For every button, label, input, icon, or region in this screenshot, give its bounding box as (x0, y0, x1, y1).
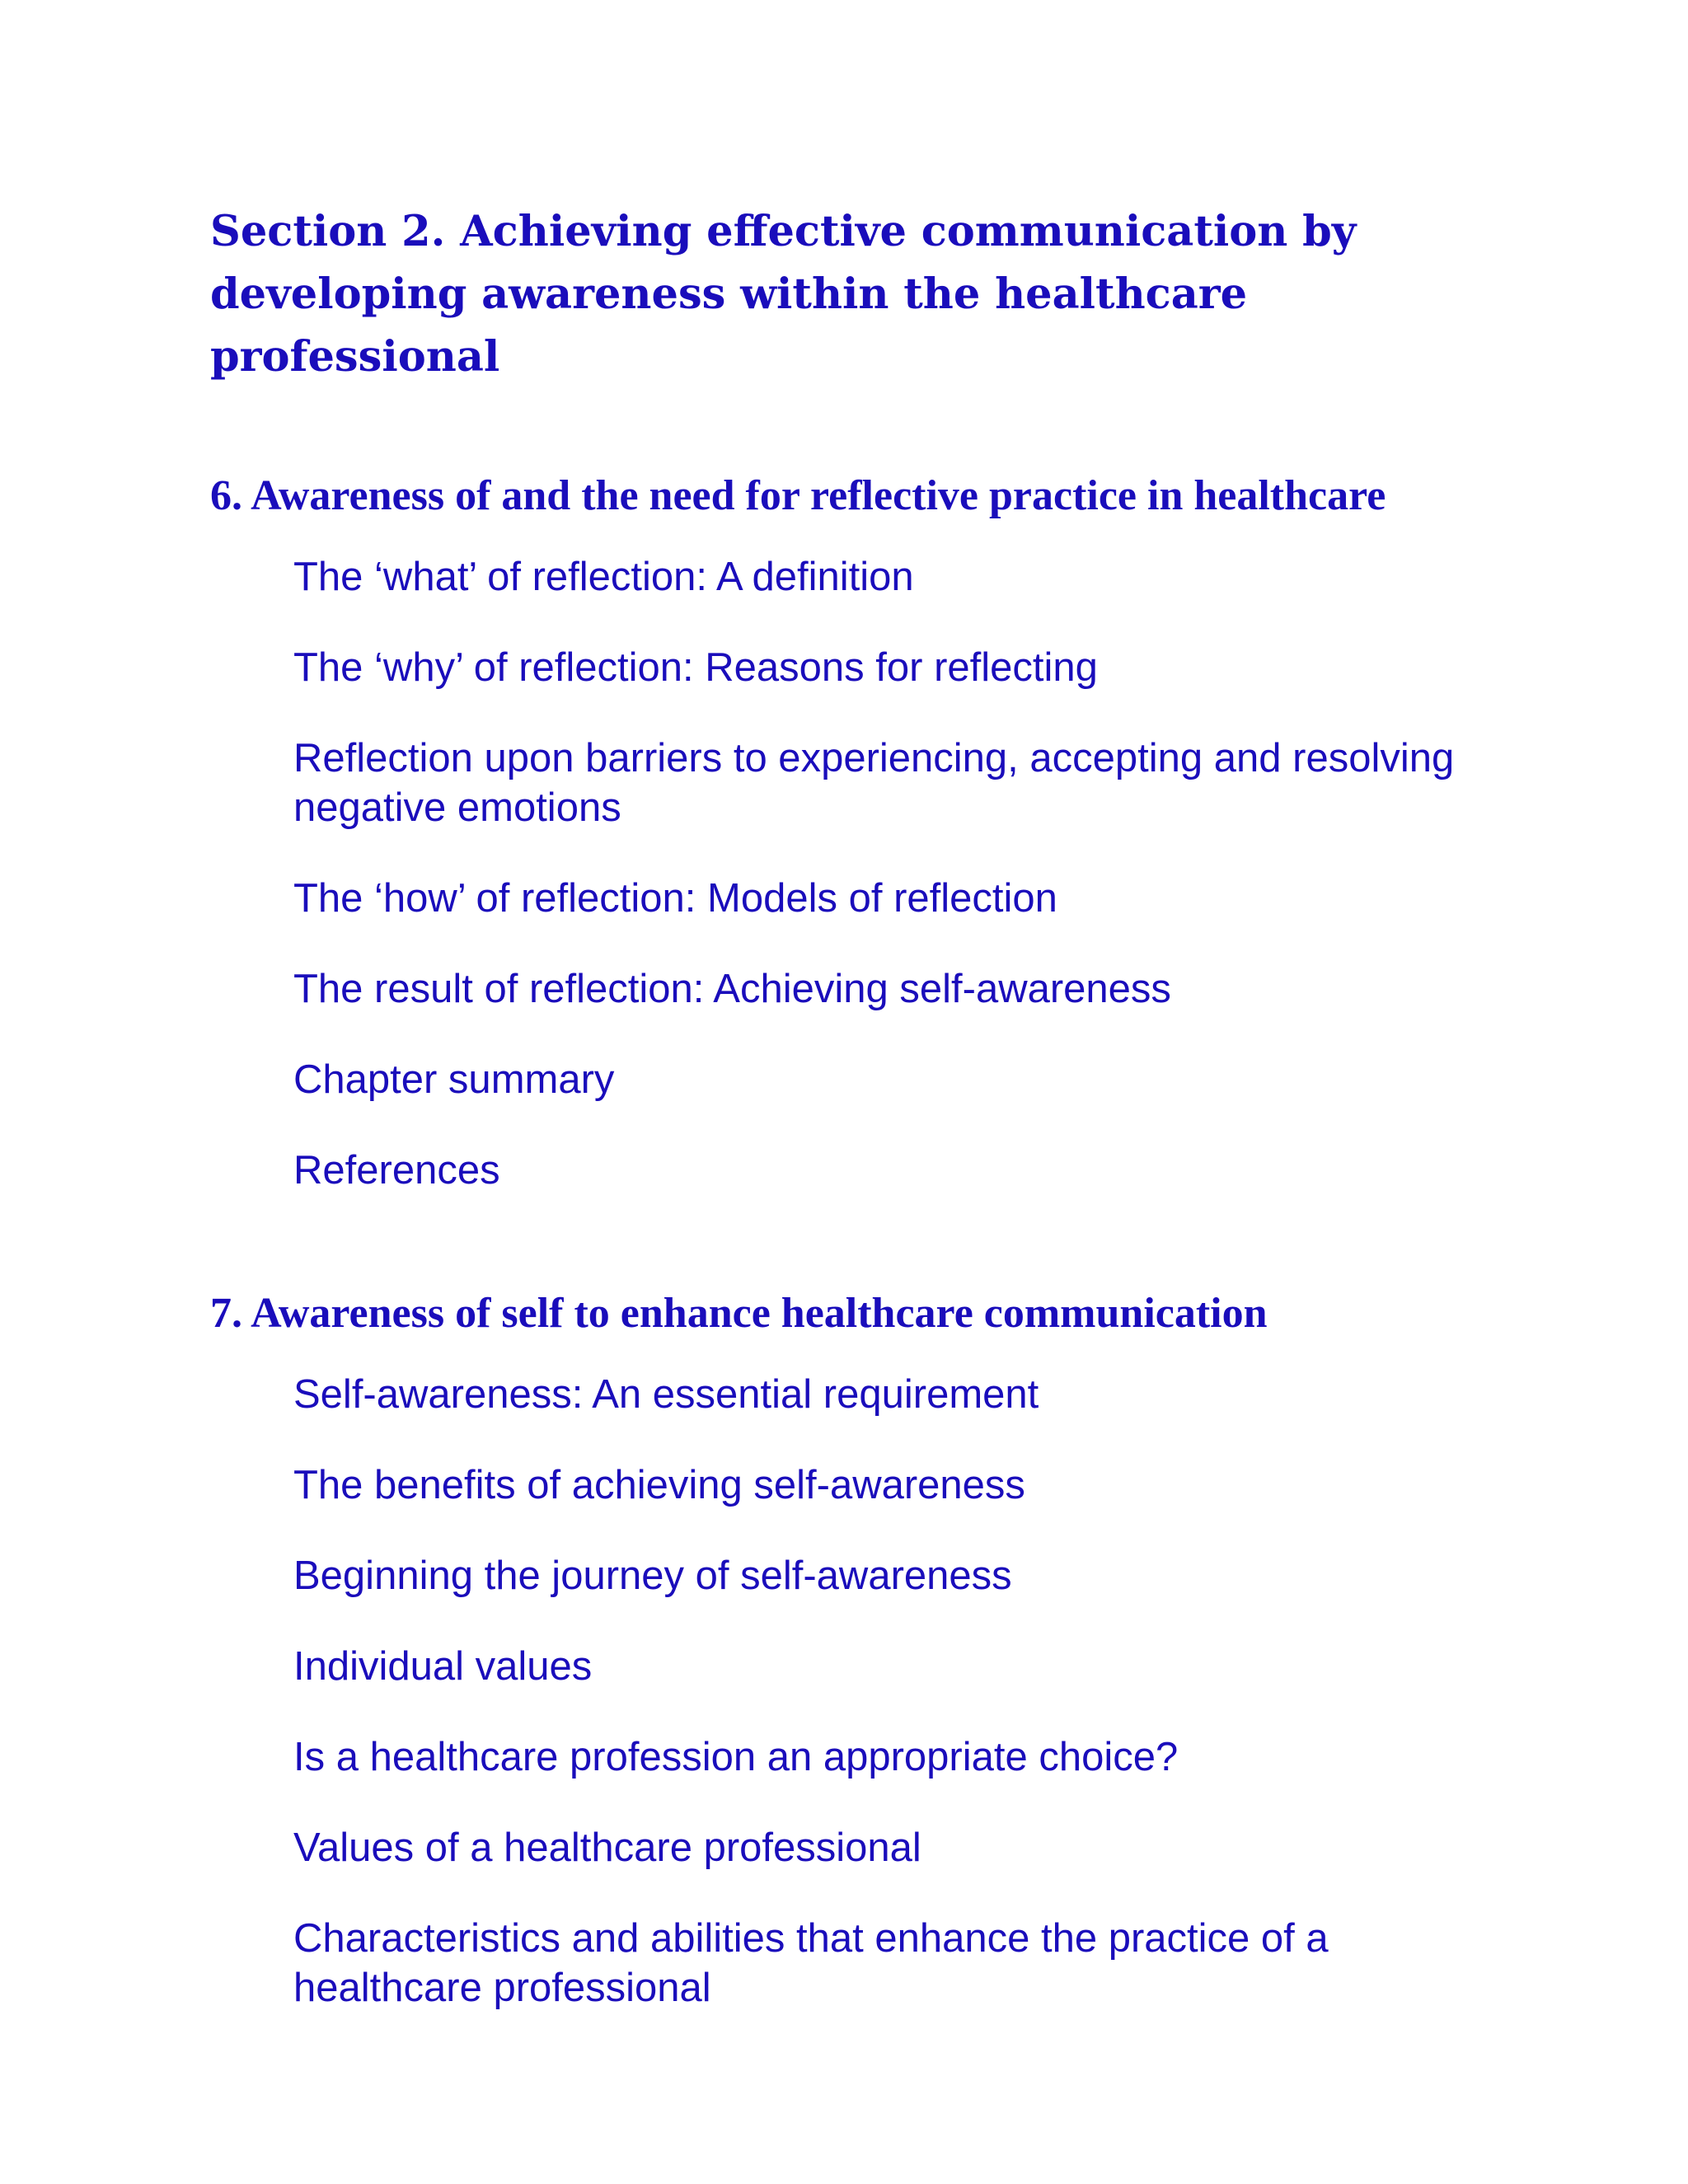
toc-entry-chapter-summary[interactable]: Chapter summary (293, 1057, 615, 1102)
toc-entry-models[interactable]: The ‘how’ of reflection: Models of reflection (293, 876, 1057, 921)
toc-entry-journey[interactable]: Beginning the journey of self-awareness (293, 1554, 1012, 1598)
toc-entry-references[interactable]: References (293, 1148, 500, 1193)
toc-entry-reasons[interactable]: The ‘why’ of reflection: Reasons for reflecting (293, 645, 1098, 690)
toc-entry-barriers[interactable]: Reflection upon barriers to experiencing, accepting and resolving negative emotions (293, 736, 1455, 830)
toc-entry-individual-values[interactable]: Individual values (293, 1644, 593, 1689)
section-title: Section 2. Achieving effective communication by developing awareness within the healthcare professional (210, 207, 1357, 382)
chapter-7-title: 7. Awareness of self to enhance healthcare communication (210, 1290, 1268, 1337)
chapter-6-title: 6. Awareness of and the need for reflective practice in healthcare (210, 472, 1386, 519)
chapter-6-entries (210, 552, 1479, 1195)
toc-entry-result[interactable]: The result of reflection: Achieving self-awareness (293, 967, 1171, 1011)
toc-entry-characteristics[interactable]: Characteristics and abilities that enhance the practice of a healthcare professional (293, 1916, 1329, 2010)
toc-entry-professional-values[interactable]: Values of a healthcare professional (293, 1825, 921, 1870)
toc-entry-definition[interactable]: The ‘what’ of reflection: A definition (293, 555, 914, 599)
toc-entry-essential-requirement[interactable]: Self-awareness: An essential requirement (293, 1372, 1039, 1417)
chapter-7-entries (210, 1370, 1479, 2013)
table-of-contents (210, 200, 1479, 2054)
toc-entry-benefits[interactable]: The benefits of achieving self-awareness (293, 1463, 1025, 1507)
toc-entry-appropriate-choice[interactable]: Is a healthcare profession an appropriate choice? (293, 1735, 1179, 1779)
